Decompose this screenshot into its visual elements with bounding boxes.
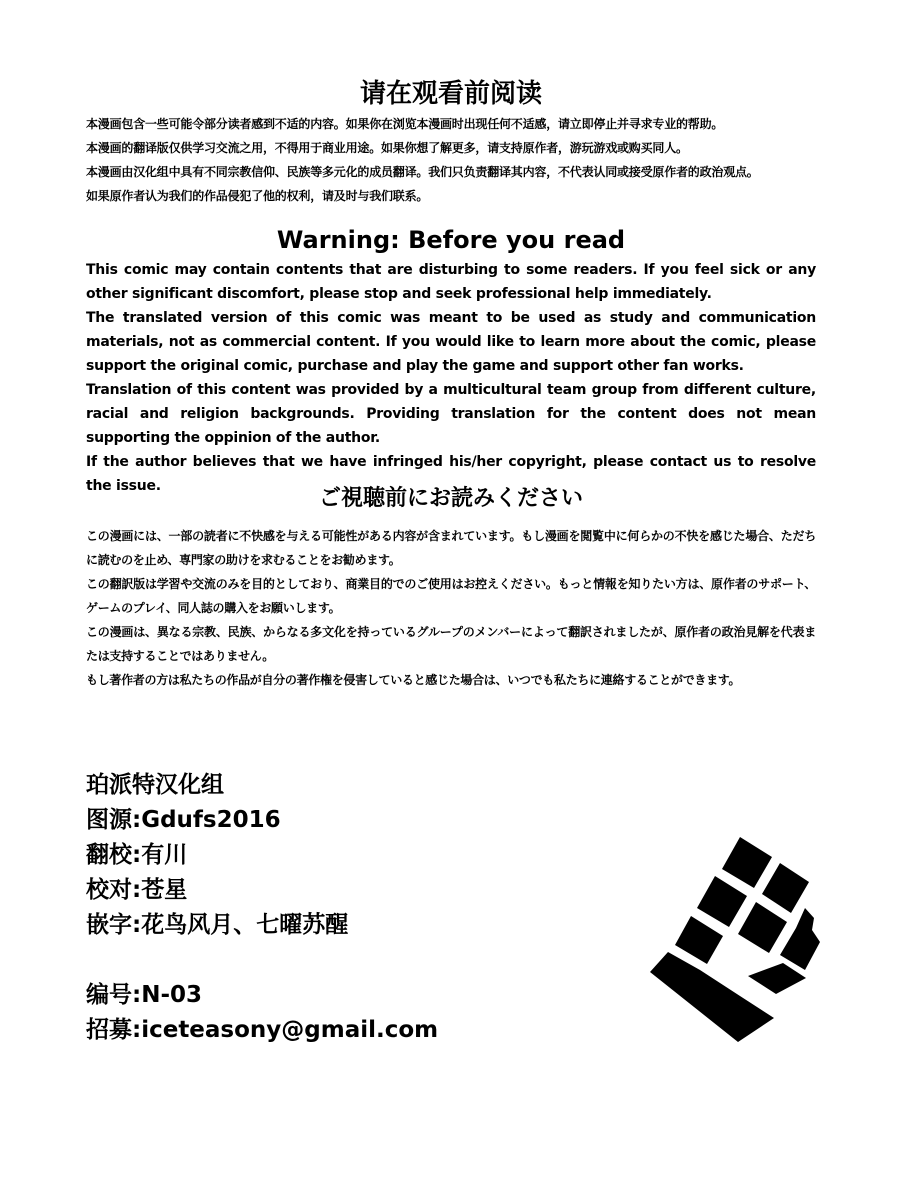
chinese-notice-paragraph: 本漫画由汉化组中具有不同宗教信仰、民族等多元化的成员翻译。我们只负责翻译其内容，不代表认同或接受原作者的政治观点。	[86, 165, 759, 179]
japanese-notice-paragraph: この翻訳版は学習や交流のみを目的としており、商業目的でのご使用はお控えください。もっと情報を知りたい方は、原作者のサポート、ゲームのプレイ、同人誌の購入をお願いします。	[86, 577, 816, 615]
credits-block	[86, 768, 606, 1048]
english-notice	[86, 222, 816, 498]
english-notice-title: Warning: Before you read	[276, 226, 626, 254]
english-notice-paragraph: This comic may contain contents that are disturbing to some readers. If you feel sick or any other significant discomfort, please stop and seek professional help immediately.	[86, 262, 816, 302]
chocolate-slab-edge	[748, 963, 806, 994]
english-notice-paragraph: If the author believes that we have infringed his/her copyright, please contact us to resolve the issue.	[86, 454, 816, 494]
chinese-notice	[86, 76, 816, 208]
chinese-notice-paragraph: 本漫画包含一些可能令部分读者感到不适的内容。如果你在浏览本漫画时出现任何不适感，请立即停止并寻求专业的帮助。	[86, 117, 724, 131]
credit-number: 编号:N-03	[86, 982, 202, 1008]
chinese-notice-title: 请在观看前阅读	[359, 79, 542, 109]
credit-proofreader: 校对:苍星	[86, 877, 188, 903]
credit-translator: 翻校:有川	[86, 842, 188, 868]
chocolate-piece	[722, 837, 772, 888]
japanese-notice-paragraph: この漫画は、異なる宗教、民族、からなる多文化を持っているグループのメンバーによって翻訳されましたが、原作者の政治見解を代表または支持することではありません。	[86, 625, 816, 663]
japanese-notice-title: ご視聴前にお読みください	[318, 486, 583, 511]
chocolate-piece	[738, 902, 787, 953]
chocolate-piece	[675, 916, 723, 964]
chinese-notice-paragraph: 如果原作者认为我们的作品侵犯了他的权利，请及时与我们联系。	[86, 189, 429, 203]
credit-recruit-email: 招募:iceteasony@gmail.com	[86, 1017, 439, 1043]
chocolate-piece	[780, 908, 820, 970]
chinese-notice-paragraph: 本漫画的翻译版仅供学习交流之用，不得用于商业用途。如果你想了解更多，请支持原作者，游玩游戏或购买同人。	[86, 141, 688, 155]
chocolate-piece	[762, 863, 809, 913]
japanese-notice	[86, 482, 816, 692]
english-notice-paragraph: Translation of this content was provided by a multicultural team group from different culture, racial and religion backgrounds. Providing translation for the content does not mean supporting the oppinion of the author.	[86, 382, 816, 446]
japanese-notice-paragraph: この漫画には、一部の読者に不快感を与える可能性がある内容が含まれています。もし漫画を閲覧中に何らかの不快を感じた場合、ただちに読むのを止め、専門家の助けを求むることをお勧めます。	[86, 529, 816, 567]
japanese-notice-paragraph: もし著作者の方は私たちの作品が自分の著作権を侵害していると感じた場合は、いつでも私たちに連絡することができます。	[86, 673, 741, 687]
credit-typesetter: 嵌字:花鸟风月、七曜苏醒	[86, 912, 349, 938]
chocolate-piece	[697, 876, 747, 927]
english-notice-paragraph: The translated version of this comic was meant to be used as study and communication materials, not as commercial content. If you would like to learn more about the comic, please support the original comic, purchase and play the game and support other fan works.	[86, 310, 816, 374]
credits-spacer	[86, 943, 606, 978]
chocolate-slab	[650, 952, 774, 1042]
chocolate-bar-logo	[640, 830, 830, 1050]
credit-source: 图源:Gdufs2016	[86, 807, 281, 833]
chocolate-bar-icon	[650, 837, 820, 1042]
group-name: 珀派特汉化组	[86, 772, 224, 798]
